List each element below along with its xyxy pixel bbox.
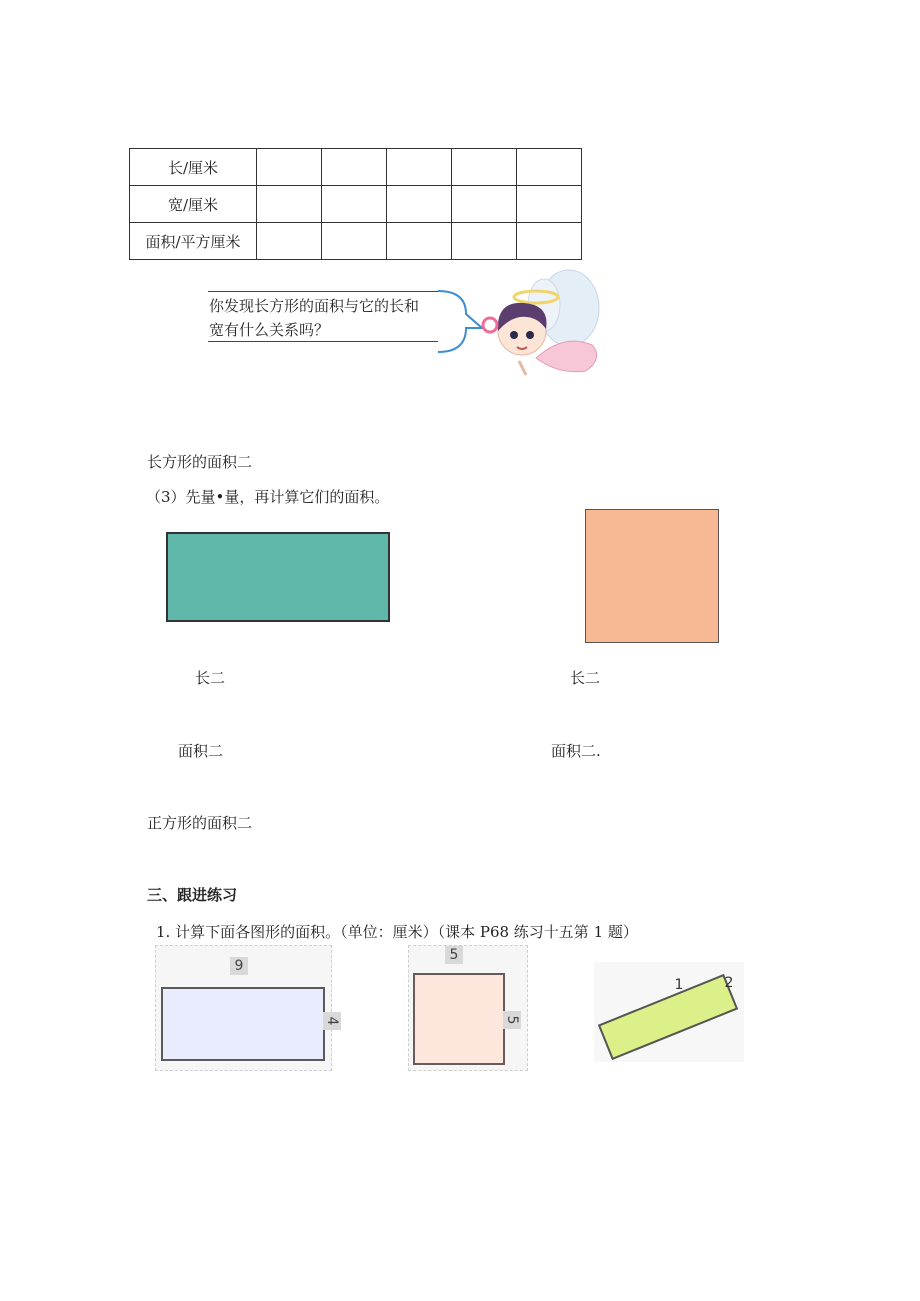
square-area-formula-label: 正方形的面积二 [147,814,253,832]
table-cell [322,223,387,260]
green-rectangle [166,532,390,622]
left-area-label: 面积二 [178,742,224,760]
table-cell [387,223,452,260]
table-cell [517,149,582,186]
left-length-label: 长二 [195,669,226,687]
blue-rectangle [161,987,325,1061]
figure2-side-label: 5 [503,1011,521,1029]
figure3-top-label: 1 [674,977,684,993]
figure1-top-label: 9 [230,957,248,975]
figure3-side-label: 2 [724,975,734,991]
table-cell [387,149,452,186]
orange-square [585,509,719,643]
table-cell [452,186,517,223]
rectangle-area-formula-label: 长方形的面积二 [147,453,253,471]
table-cell [322,149,387,186]
table-cell [257,149,322,186]
row-header-width: 宽/厘米 [130,186,257,223]
measurement-table [129,148,582,260]
figure1-side-label: 4 [323,1012,341,1030]
table-row [130,223,582,260]
table-cell [452,149,517,186]
exercise-question: 1. 计算下面各图形的面积。（单位：厘米）（课本 P68 练习十五第 1 题） [156,923,638,941]
table-row [130,186,582,223]
table-cell [517,223,582,260]
figure2-top-label: 5 [445,946,463,964]
bubble-text-line1: 你发现长方形的面积与它的长和 [209,297,420,315]
table-cell [257,223,322,260]
table-cell [452,223,517,260]
row-header-length: 长/厘米 [130,149,257,186]
table-cell [387,186,452,223]
table-cell [322,186,387,223]
angel-girl-icon [474,263,614,383]
row-header-area: 面积/平方厘米 [130,223,257,260]
right-area-label: 面积二. [551,742,601,760]
table-row [130,149,582,186]
table-cell [517,186,582,223]
section-heading: 三、跟进练习 [147,886,238,904]
peach-square [413,973,505,1065]
right-length-label: 长二 [570,669,601,687]
bubble-text-line2: 宽有什么关系吗？ [209,321,330,339]
table-cell [257,186,322,223]
bubble-top-line [208,291,438,292]
task-instruction: （3）先量•量，再计算它们的面积。 [146,488,390,506]
